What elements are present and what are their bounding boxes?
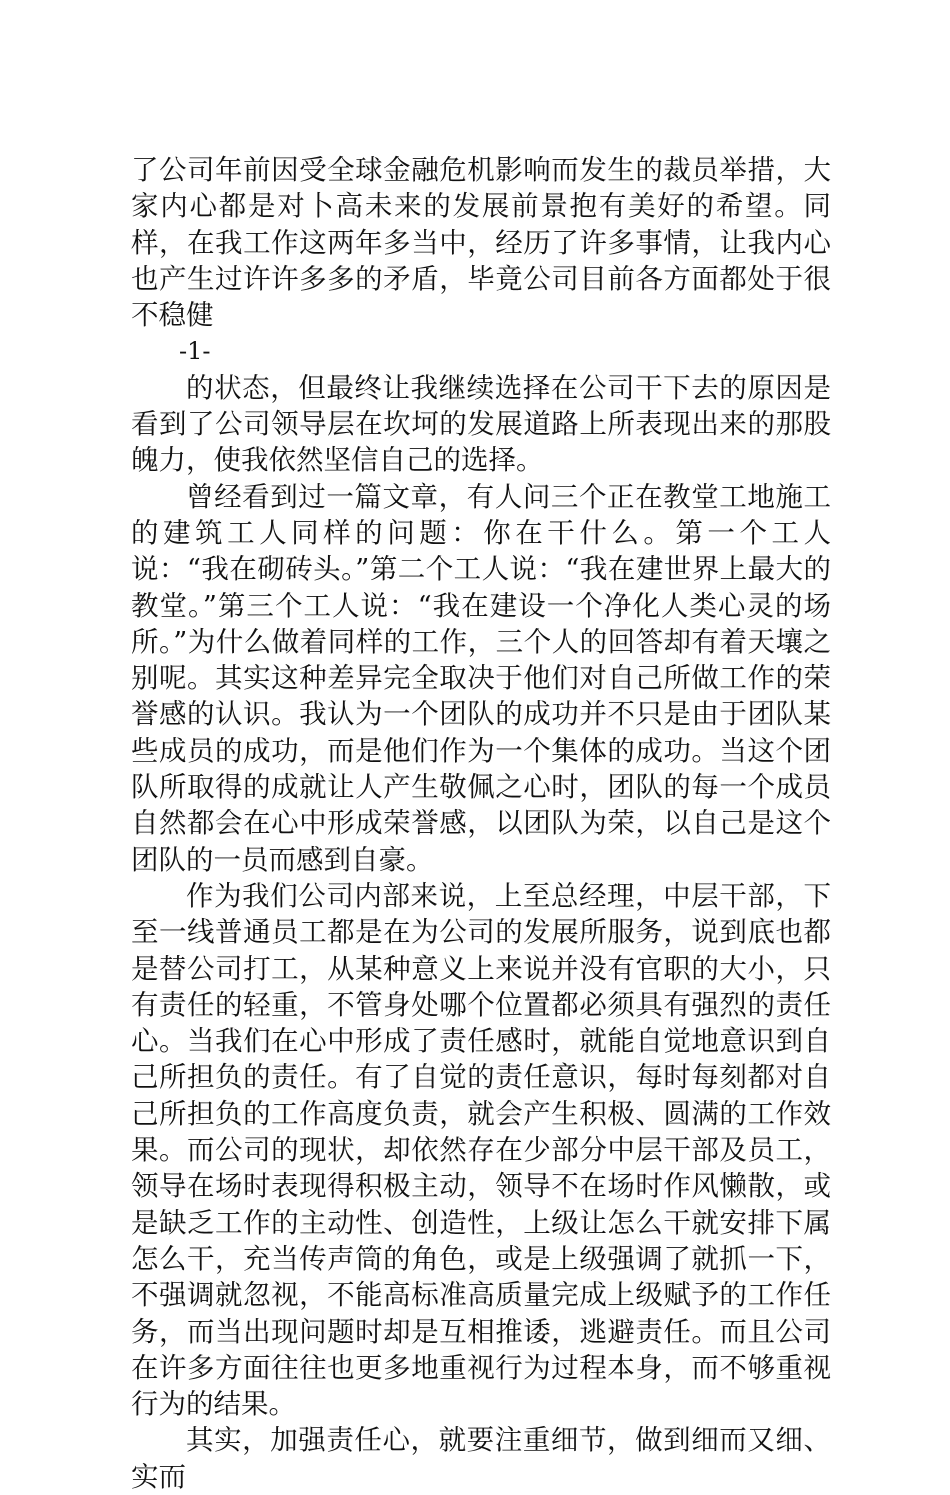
paragraph: 曾经看到过一篇文章，有人问三个正在教堂工地施工的建筑工人同样的问题：你在干什么。第一个工人说：“我在砌砖头。”第二个工人说：“我在建世界上最大的教堂。”第三个工人说：“我在建设一个净化人类心灵的场所。”为什么做着同样的工作，三个人的回答却有着天壤之别呢。其实这种差异完全取决于他们对自己所做工作的荣誉感的认识。我认为一个团队的成功并不只是由于团队某些成员的成功，而是他们作为一个集体的成功。当这个团队所取得的成就让人产生敬佩之心时，团队的每一个成员自然都会在心中形成荣誉感，以团队为荣，以自己是这个团队的一员而感到自豪。 [131, 480, 831, 876]
body-text [131, 152, 831, 1495]
paragraph-continuation: 了公司年前因受全球金融危机影响而发生的裁员举措，大家内心都是对卜高未来的发展前景抱有美好的希望。同样，在我工作这两年多当中，经历了许多事情，让我内心也产生过许许多多的矛盾，毕竟公司目前各方面都处于很不稳健 [131, 154, 831, 332]
paragraph: 的状态，但最终让我继续选择在公司干下去的原因是看到了公司领导层在坎坷的发展道路上所表现出来的那股魄力，使我依然坚信自己的选择。 [131, 371, 831, 477]
paragraph: 作为我们公司内部来说，上至总经理，中层干部，下至一线普通员工都是在为公司的发展所服务，说到底也都是替公司打工，从某种意义上来说并没有官职的大小，只有责任的轻重，不管身处哪个位置都必须具有强烈的责任心。当我们在心中形成了责任感时，就能自觉地意识到自己所担负的责任。有了自觉的责任意识，每时每刻都对自己所担负的工作高度负责，就会产生积极、圆满的工作效果。而公司的现状，却依然存在少部分中层干部及员工，领导在场时表现得积极主动，领导不在场时作风懒散，或是缺乏工作的主动性、创造性，上级让怎么干就安排下属怎么干，充当传声筒的角色，或是上级强调了就抓一下，不强调就忽视，不能高标准高质量完成上级赋予的工作任务，而当出现问题时却是互相推诿，逃避责任。而且公司在许多方面往往也更多地重视行为过程本身，而不够重视行为的结果。 [131, 879, 831, 1421]
paragraph: 其实，加强责任心，就要注重细节，做到细而又细、实而 [131, 1424, 831, 1493]
page-number: -1- [179, 337, 211, 366]
